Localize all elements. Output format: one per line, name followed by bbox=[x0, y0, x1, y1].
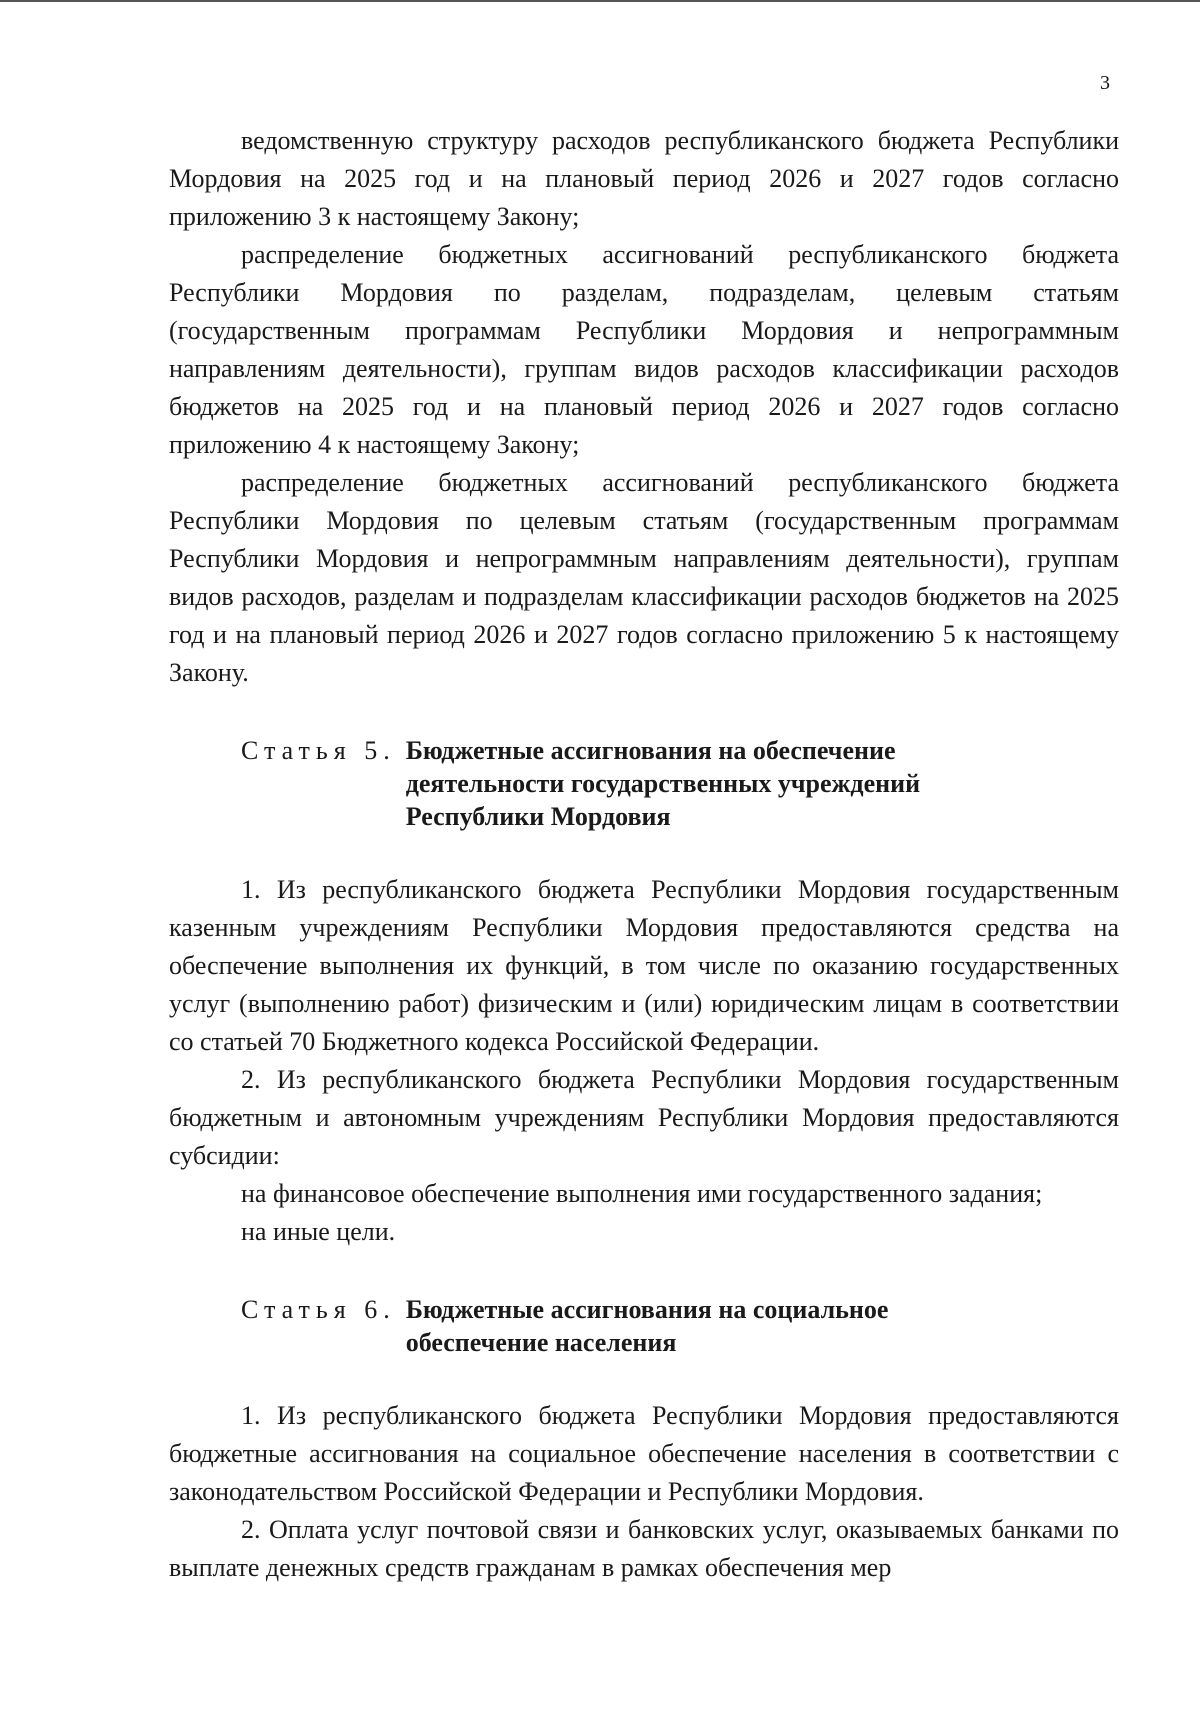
article-5-paragraph-3: на финансовое обеспечение выполнения ими государственного задания; bbox=[241, 1179, 1043, 1208]
article-6-paragraph-1: 1. Из республиканского бюджета Республики Мордовия предоставляются бюджетные ассигнования на социальное обеспечение населения в соответствии с законодательством Российской Федерации и Республики Мордовия. bbox=[169, 1401, 1119, 1506]
paragraph-departmental-structure: ведомственную структуру расходов республиканского бюджета Республики Мордовия на 2025 год и на плановый период 2026 и 2027 годов согласно приложению 3 к настоящему Закону; bbox=[169, 126, 1119, 231]
article-5-paragraph-2: 2. Из республиканского бюджета Республики Мордовия государственным бюджетным и автономным учреждениям Республики Мордовия предоставляются субсидии: bbox=[169, 1065, 1119, 1170]
paragraph-distribution-by-sections: распределение бюджетных ассигнований республиканского бюджета Республики Мордовия по разделам, подразделам, целевым статьям (государственным программам Республики Мордовия и непрограммным направлениям деятельности), группам видов расходов классификации расходов бюджетов на 2025 год и на плановый период 2026 и 2027 годов согласно приложению 4 к настоящему Закону; bbox=[169, 240, 1119, 459]
document-body bbox=[169, 122, 1119, 1587]
article-6-title: Бюджетные ассигнования на социальное обеспечение населения bbox=[405, 1295, 889, 1357]
article-5-paragraph-1: 1. Из республиканского бюджета Республики Мордовия государственным казенным учреждениям Республики Мордовия предоставляются средства на обеспечение выполнения их функций, в том числе по оказанию государственных услуг (выполнению работ) физическим и (или) юридическим лицам в соответствии со статьей 70 Бюджетного кодекса Российской Федерации. bbox=[169, 875, 1119, 1056]
article-5-title: Бюджетные ассигнования на обеспечение деятельности государственных учреждений Республики Мордовия bbox=[405, 736, 921, 831]
article-6-label: Статья 6. bbox=[241, 1295, 396, 1324]
article-5-label: Статья 5. bbox=[241, 736, 396, 765]
scan-edge-line bbox=[0, 0, 1200, 2]
page-number: 3 bbox=[1100, 72, 1110, 94]
article-6-heading bbox=[241, 1293, 1119, 1359]
paragraph-distribution-by-target-articles: распределение бюджетных ассигнований республиканского бюджета Республики Мордовия по целевым статьям (государственным программам Республики Мордовия и непрограммным направлениям деятельности), группам видов расходов, разделам и подразделам классификации расходов бюджетов на 2025 год и на плановый период 2026 и 2027 годов согласно приложению 5 к настоящему Закону. bbox=[169, 468, 1119, 687]
article-5-paragraph-4: на иные цели. bbox=[241, 1217, 396, 1246]
article-6-paragraph-2: 2. Оплата услуг почтовой связи и банковских услуг, оказываемых банками по выплате денежных средств гражданам в рамках обеспечения мер bbox=[169, 1515, 1119, 1582]
article-5-heading bbox=[241, 734, 1119, 833]
